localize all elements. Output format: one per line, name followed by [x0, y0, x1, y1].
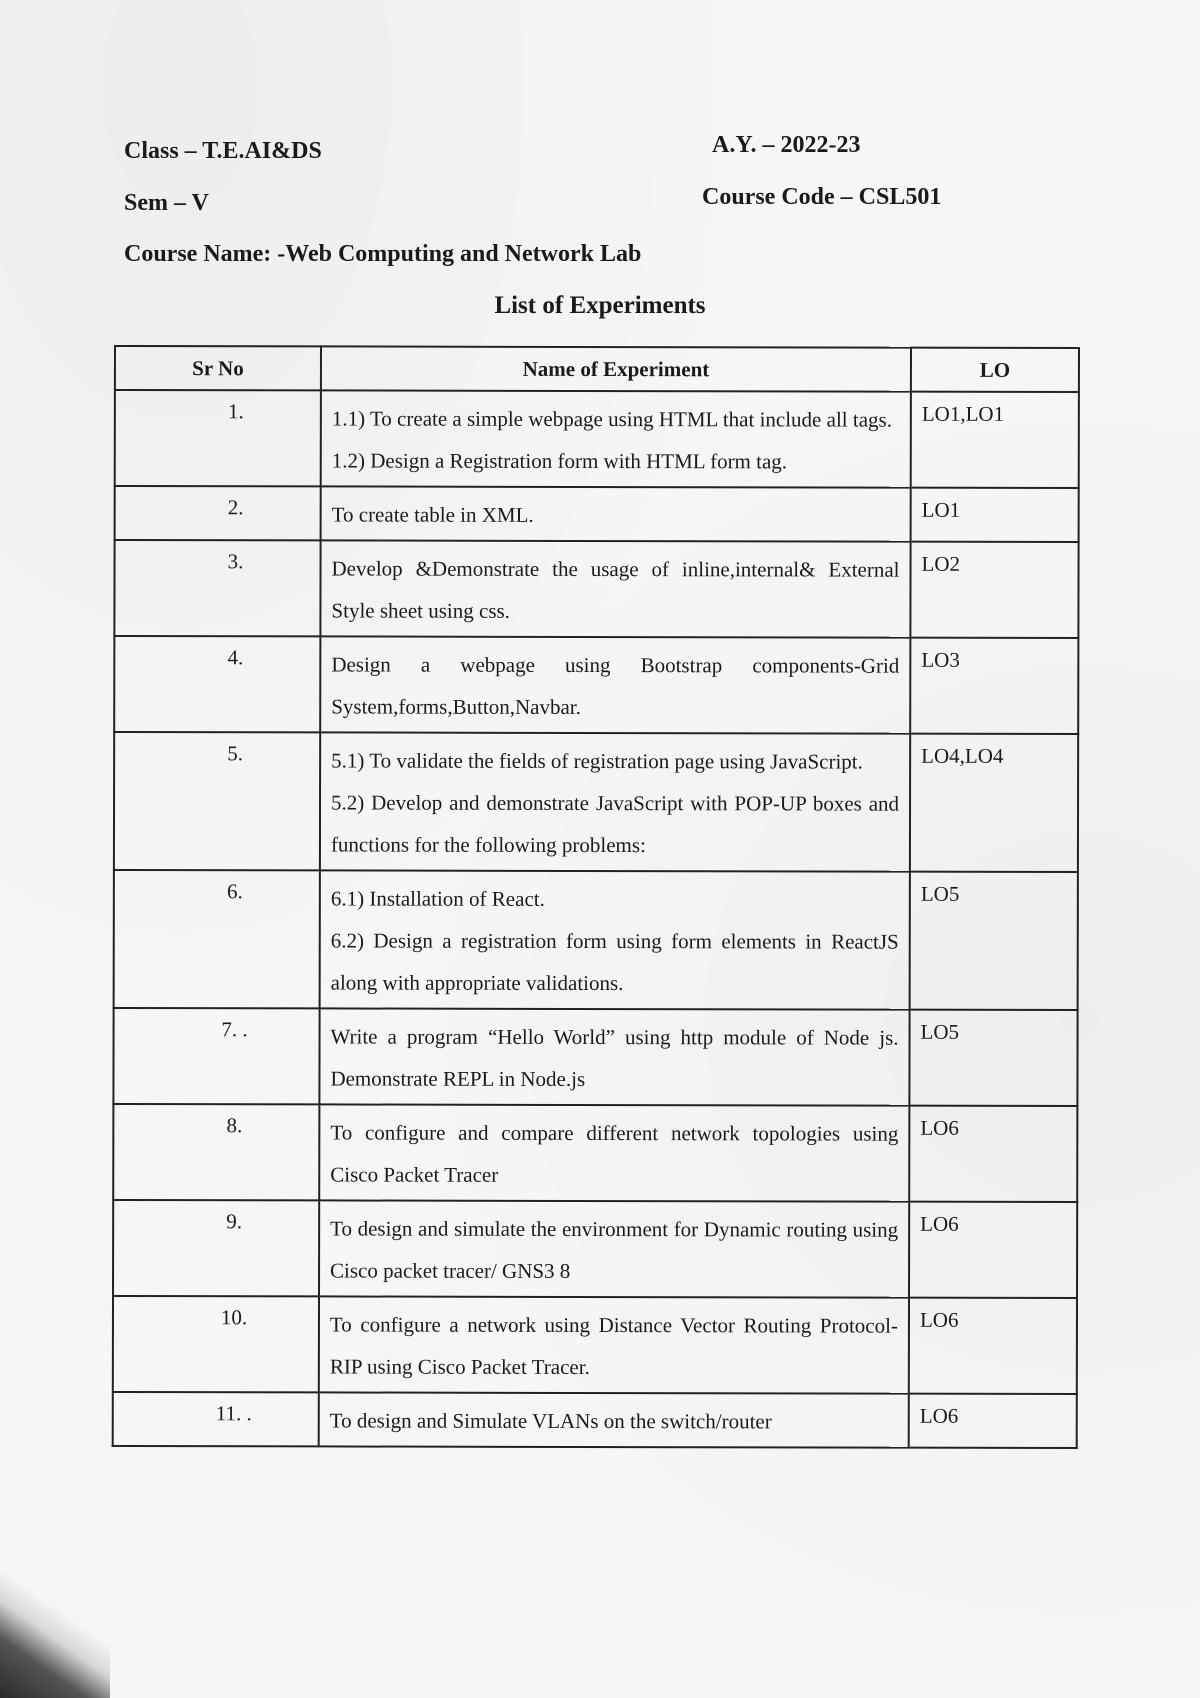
lo-cell: LO1: [911, 488, 1079, 542]
experiment-text: To configure and compare different network topologies using Cisco Packet Tracer: [330, 1120, 899, 1187]
lo-cell: LO6: [909, 1394, 1077, 1448]
lo-cell: LO1,LO1: [911, 392, 1079, 488]
table-row: [113, 1392, 1077, 1448]
table-row: [114, 636, 1078, 734]
class-label: Class – T.E.AI&DS: [124, 138, 322, 164]
experiments-table-body: [113, 390, 1079, 1448]
sr-no-cell: 5.: [114, 732, 320, 870]
sr-no-cell: 8.: [113, 1104, 319, 1200]
experiment-name-cell: [320, 636, 910, 733]
experiment-text: 5.1) To validate the fields of registration page using JavaScript.: [331, 748, 863, 774]
table-row: [113, 1104, 1077, 1202]
experiment-text: Develop &Demonstrate the usage of inline,internal& External Style sheet using css.: [331, 556, 900, 623]
table-row: [113, 1296, 1077, 1394]
sr-no-cell: 9.: [113, 1200, 319, 1296]
experiment-name-cell: [321, 486, 911, 541]
experiment-text: 6.2) Design a registration form using form elements in ReactJS along with appropriate validations.: [330, 928, 899, 996]
lo-cell: LO3: [910, 638, 1078, 734]
sr-no-cell: 6.: [114, 870, 320, 1008]
lo-cell: LO6: [909, 1106, 1077, 1202]
experiment-text: To configure a network using Distance Vector Routing Protocol-RIP using Cisco Packet Tracer.: [329, 1312, 898, 1379]
table-row: [114, 540, 1078, 638]
lo-cell: LO6: [909, 1298, 1077, 1394]
experiment-text: Write a program “Hello World” using http module of Node js. Demonstrate REPL in Node.js: [330, 1024, 899, 1091]
experiment-name-cell: [319, 1296, 909, 1393]
course-code-label: Course Code – CSL501: [702, 184, 942, 210]
experiment-text: 5.2) Develop and demonstrate JavaScript with POP-UP boxes and functions for the following problems:: [330, 790, 900, 858]
academic-year-label: A.Y. – 2022-23: [712, 132, 861, 158]
lo-cell: LO4,LO4: [910, 734, 1078, 872]
sr-no-cell: 1.: [115, 390, 321, 486]
experiment-name-cell: [319, 1104, 909, 1201]
column-header-lo: LO: [911, 348, 1079, 392]
column-header-sr-no: Sr No: [115, 346, 321, 390]
sr-no-cell: 7. .: [113, 1008, 319, 1104]
experiment-text: Design a webpage using Bootstrap components-Grid System,forms,Button,Navbar.: [331, 652, 900, 719]
table-row: [114, 870, 1078, 1010]
lo-cell: LO6: [909, 1202, 1077, 1298]
page-title: List of Experiments: [494, 292, 706, 319]
table-row: [115, 390, 1079, 488]
semester-label: Sem – V: [124, 190, 209, 216]
table-row: [113, 1008, 1077, 1106]
experiments-table: [112, 345, 1080, 1449]
table-row: [114, 732, 1078, 872]
experiment-text: To design and simulate the environment for Dynamic routing using Cisco packet tracer/ GNS3 8: [330, 1216, 899, 1283]
experiment-name-cell: [320, 870, 910, 1009]
experiment-text: To design and Simulate VLANs on the switch/router: [329, 1408, 772, 1434]
table-header-row: [115, 346, 1079, 392]
experiment-text: 6.1) Installation of React.: [330, 886, 545, 911]
page-corner-shadow: [0, 1558, 110, 1698]
experiment-text: To create table in XML.: [331, 502, 534, 527]
sr-no-cell: 10.: [113, 1296, 319, 1392]
column-header-experiment-name: Name of Experiment: [321, 346, 911, 391]
experiment-text: 1.1) To create a simple webpage using HTML that include all tags.: [331, 406, 892, 432]
table-row: [115, 486, 1079, 542]
experiment-name-cell: [320, 540, 910, 637]
lo-cell: LO2: [910, 542, 1078, 638]
experiment-name-cell: [319, 1392, 909, 1447]
sr-no-cell: 11. .: [113, 1392, 319, 1446]
sr-no-cell: 2.: [115, 486, 321, 540]
experiment-name-cell: [320, 732, 910, 871]
experiment-name-cell: [321, 390, 911, 487]
lo-cell: LO5: [909, 1010, 1077, 1106]
experiment-name-cell: [319, 1008, 909, 1105]
sr-no-cell: 4.: [114, 636, 320, 732]
course-name-label: Course Name: -Web Computing and Network Lab: [124, 241, 642, 267]
sr-no-cell: 3.: [114, 540, 320, 636]
experiment-name-cell: [319, 1200, 909, 1297]
experiment-text: 1.2) Design a Registration form with HTML form tag.: [331, 448, 788, 474]
lo-cell: LO5: [910, 872, 1078, 1010]
table-row: [113, 1200, 1077, 1298]
